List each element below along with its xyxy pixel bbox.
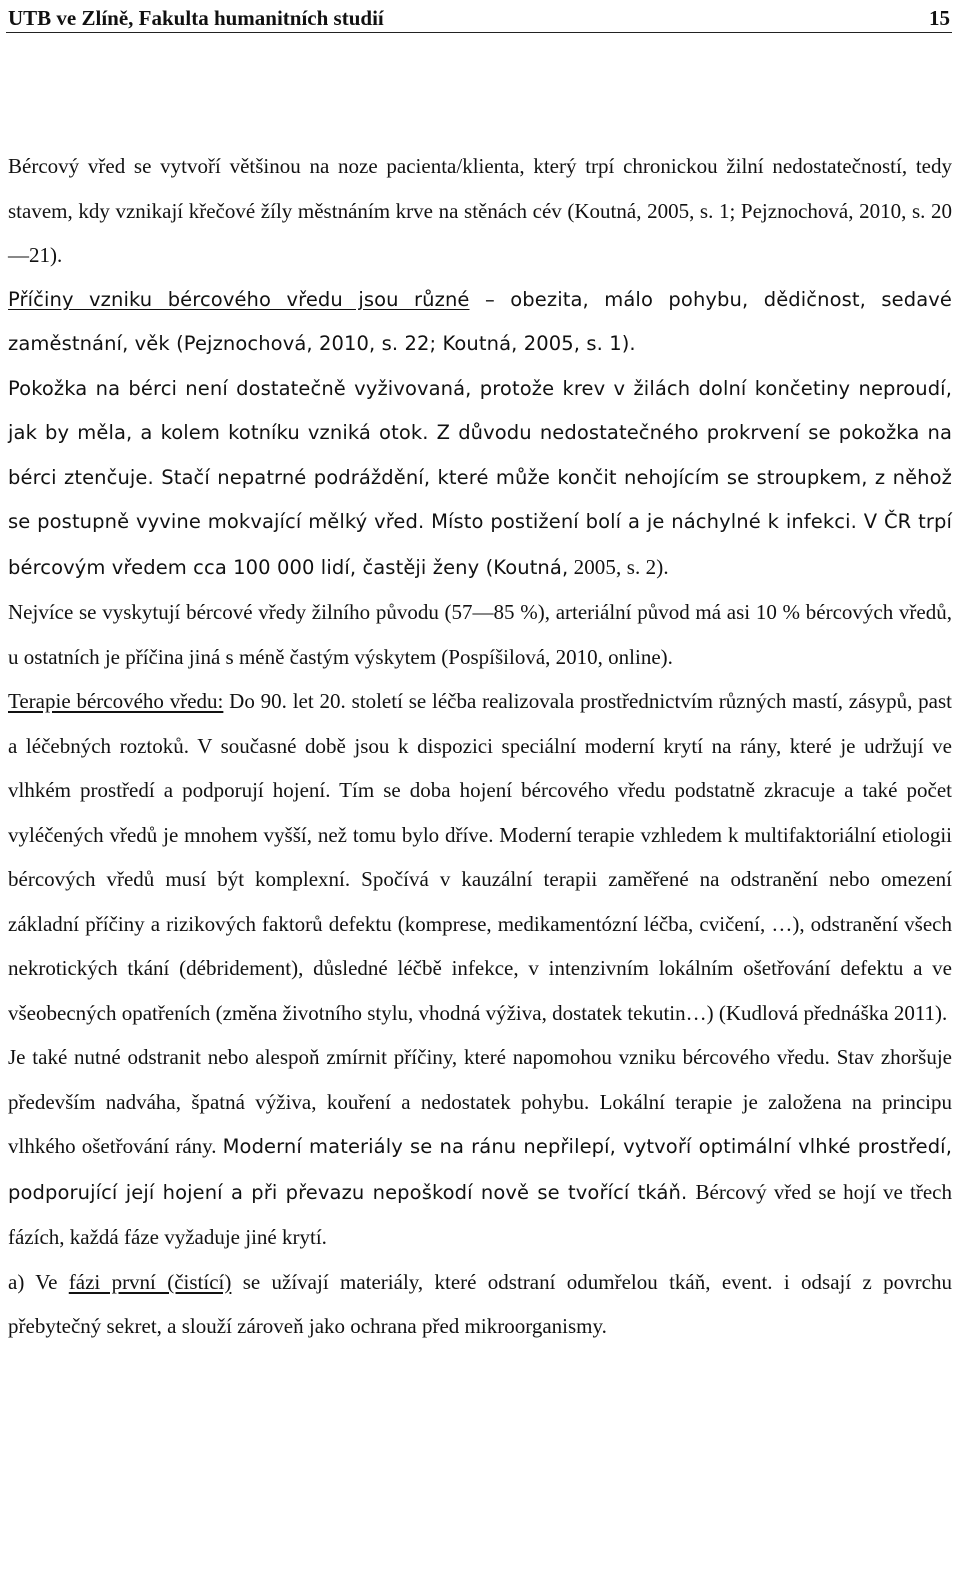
paragraph-text: Moderní materiály se na ránu nepřilepí, vytvoří optimální vlhké prostředí, podporující její hojení a při převazu nepoškodí nově se tvořící tkáň. <box>8 1135 952 1204</box>
list-marker: a) Ve <box>8 1269 69 1294</box>
therapy-heading: Terapie bércového vředu: <box>8 689 224 713</box>
paragraph-text: Do 90. let 20. století se léčba realizovala prostřednictvím různých mastí, zásypů, past a léčebných roztoků. V současné době jsou k dispozici speciální moderní krytí na rány, které je udržují ve vlhkém prostředí a podporují hojení. Tím se doba hojení bércového vředu podstatně zkracuje a také počet vyléčených vředů je mnohem vyšší, než tomu bylo dříve. Moderní terapie vzhledem k multifaktoriální etiologii bércových vředů musí být komplexní. Spočívá v kauzální terapii zaměřené na odstranění nebo omezení základní příčiny a rizikových faktorů defektu (komprese, medikamentózní léčba, cvičení, …), odstranění všech nekrotických tkání (débridement), důsledné léčbě infekce, v intenzivním lokálním ošetřování defektu a ve všeobecných opatřeních (změna životního stylu, vhodná výživa, dostatek tekutin…) (Kudlová přednáška 2011). <box>8 689 952 1025</box>
paragraph-text: Nejvíce se vyskytují bércové vředy žilního původu (57—85 %), arteriální původ má asi 10 % bércových vředů, u ostatních je příčina jiná s méně častým výskytem (Pospíšilová, 2010, online). <box>8 600 952 669</box>
paragraph-text: se užívají materiály, které odstraní odumřelou tkáň, event. i odsají z povrchu přebytečný sekret, a slouží zároveň jako ochrana před mikroorganismy. <box>8 1269 952 1338</box>
page-header <box>8 0 950 30</box>
paragraph-skin <box>8 367 952 591</box>
paragraph-text: 2005, s. 2). <box>568 554 669 579</box>
header-divider <box>6 32 952 33</box>
paragraph-causes <box>8 278 952 367</box>
body-text <box>8 144 952 1349</box>
paragraph-text: Bércový vřed se hojí ve třech fázích, každá fáze vyžaduje jiné krytí. <box>8 1179 952 1249</box>
paragraph-therapy <box>8 679 952 1035</box>
paragraph-origin <box>8 590 952 679</box>
paragraph-text: – obezita, málo pohybu, dědičnost, sedavé zaměstnání, věk (Pejznochová, 2010, s. 22; Koutná, 2005, s. 1). <box>8 287 952 355</box>
paragraph-venous-ulcer-intro <box>8 144 952 278</box>
page-number: 15 <box>929 6 950 30</box>
causes-heading: Příčiny vzniku bércového vředu jsou různé <box>8 287 470 311</box>
phase-one-heading: fázi první (čistící) <box>68 1269 232 1294</box>
header-title: UTB ve Zlíně, Fakulta humanitních studií <box>8 6 384 30</box>
paragraph-text: Je také nutné odstranit nebo alespoň zmírnit příčiny, které napomohou vzniku bércového vředu. Stav zhoršuje především nadváha, špatná výživa, kouření a nedostatek pohybu. Lokální terapie je založena na principu vlhkého ošetřování rány. <box>8 1045 952 1158</box>
paragraph-text: Pokožka na bérci není dostatečně vyživovaná, protože krev v žilách dolní končetiny neproudí, jak by měla, a kolem kotníku vzniká otok. Z důvodu nedostatečného prokrvení se pokožka na bérci ztenčuje. Stačí nepatrné podráždění, které může končit nehojícím se stroupkem, z něhož se postupně vyvine mokvající mělký vřed. Místo postižení bolí a je náchylné k infekci. V ČR trpí bércovým vředem cca 100 000 lidí, častěji ženy (Koutná, <box>8 376 952 579</box>
paragraph-phase-one <box>8 1260 952 1349</box>
paragraph-text: Bércový vřed se vytvoří většinou na noze pacienta/klienta, který trpí chronickou žilní nedostatečností, tedy stavem, kdy vznikají křečové žíly městnáním krve na stěnách cév (Koutná, 2005, s. 1; Pejznochová, 2010, s. 20—21). <box>8 154 952 267</box>
paragraph-treatment <box>8 1035 952 1260</box>
